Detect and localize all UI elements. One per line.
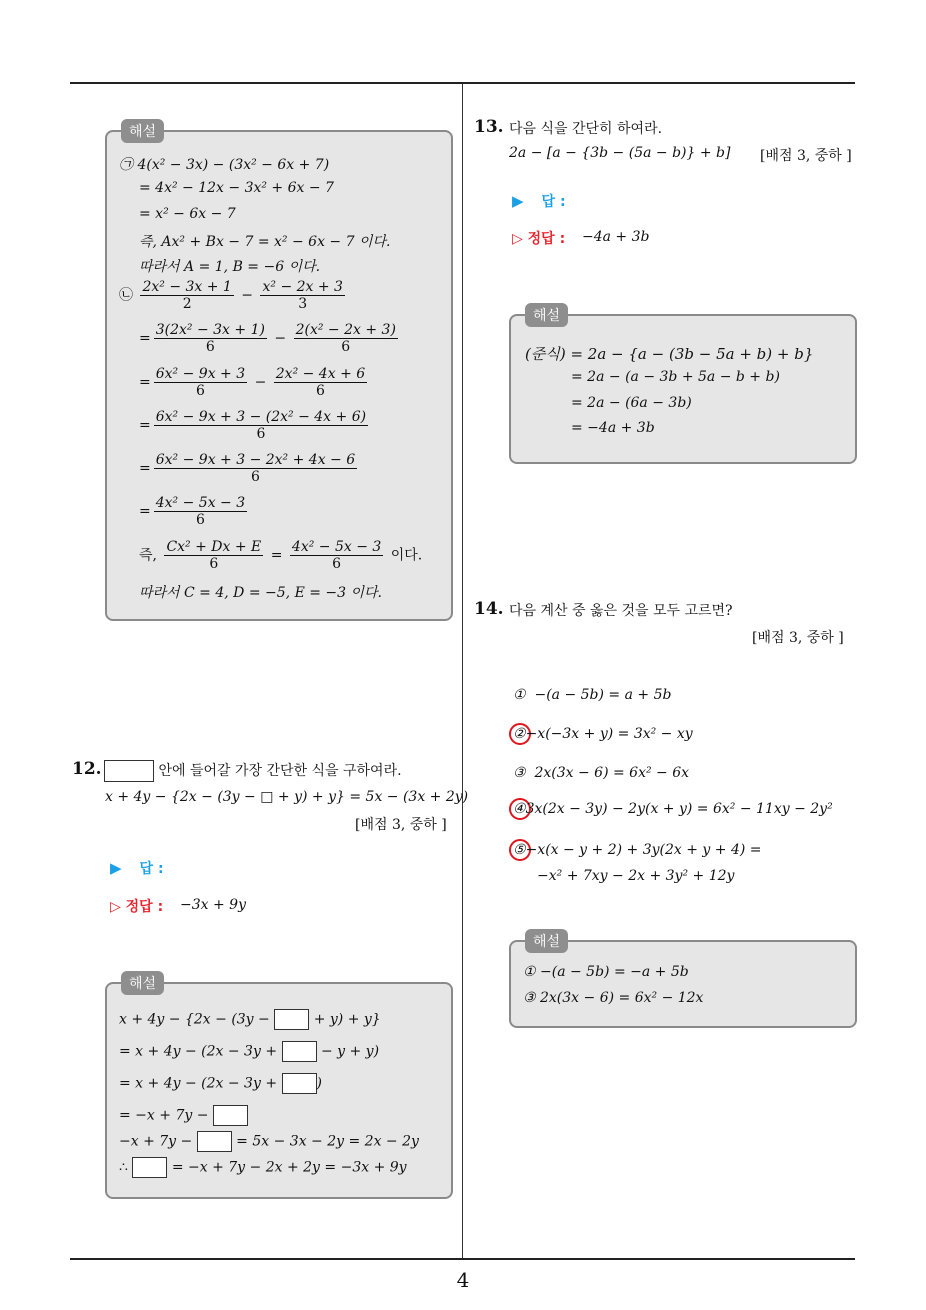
solution-line: ∴ = −x + 7y − 2x + 2y = −3x + 9y bbox=[119, 1157, 407, 1178]
fraction: $\frac{\text{2(x² − 2x + 3)}}{6}$ bbox=[295, 322, 396, 355]
blank-box bbox=[197, 1131, 232, 1152]
solution-line: = 2a − (6a − 3b) bbox=[571, 395, 692, 411]
solution-line: = −4a + 3b bbox=[571, 420, 655, 436]
fraction-line: = $\frac{\text{6x² − 9x + 3}}{6}$ − $\frac{\text{2x² − 4x + 6}}{6}$ bbox=[139, 366, 366, 399]
points-label: [배점 3, 중하 ] bbox=[752, 630, 844, 646]
question-expression: x + 4y − {2x − (3y − □ + y) + y} = 5x − (3x + 2y) bbox=[105, 789, 469, 805]
solution-line: = 4x² − 12x − 3x² + 6x − 7 bbox=[139, 180, 334, 196]
blank-box bbox=[104, 760, 154, 782]
choice-2[interactable]: ②−x(−3x + y) = 3x² − xy bbox=[513, 726, 693, 742]
answer-label: ▶ 답 : bbox=[512, 192, 566, 210]
solution-line: = x + 4y − (2x − 3y + ) bbox=[119, 1073, 322, 1094]
solution-line: = 2a − (a − 3b + 5a − b + b) bbox=[571, 369, 780, 385]
question-number: 14. bbox=[474, 599, 504, 619]
choice-4[interactable]: ④3x(2x − 3y) − 2y(x + y) = 6x² − 11xy − 2y² bbox=[513, 801, 833, 817]
answer-label: ▶ 답 : bbox=[110, 859, 164, 877]
fraction: $\frac{\text{x² − 2x + 3}}{3}$ bbox=[262, 279, 343, 312]
conclusion-line: 즉, $\frac{\text{Cx² + Dx + E}}{6}$ = $\frac{\text{4x² − 5x − 3}}{6}$ 이다. bbox=[139, 539, 423, 572]
fraction: $\frac{\text{2x² − 3x + 1}}{2}$ bbox=[142, 279, 232, 312]
question-number: 12. bbox=[72, 759, 102, 779]
fraction: $\frac{\text{3(2x² − 3x + 1)}}{6}$ bbox=[155, 322, 265, 355]
fraction: $\frac{\text{6x² − 9x + 3}}{6}$ bbox=[155, 366, 246, 399]
fraction: $\frac{\text{6x² − 9x + 3 − (2x² − 4x + 6)}}{6}$ bbox=[155, 409, 367, 442]
solution-line: 따라서 C = 4, D = −5, E = −3 이다. bbox=[139, 585, 383, 601]
play-icon: ▶ bbox=[512, 192, 524, 210]
column-divider bbox=[462, 84, 463, 1258]
triangle-icon: ▷ bbox=[512, 231, 528, 247]
question-text: 다음 계산 중 옳은 것을 모두 고르면? bbox=[509, 603, 733, 619]
solution-line: ① −(a − 5b) = −a + 5b bbox=[523, 964, 689, 980]
solution-line: (준식) = 2a − {a − (3b − 5a + b) + b} bbox=[525, 345, 814, 363]
bottom-rule bbox=[70, 1258, 855, 1260]
solution-tag: 해설 bbox=[121, 119, 164, 143]
page-number: 4 bbox=[456, 1268, 470, 1292]
solution-tag: 해설 bbox=[525, 929, 568, 953]
part-marker: ㉡ bbox=[119, 287, 133, 304]
solution-line: ③ 2x(3x − 6) = 6x² − 12x bbox=[523, 990, 704, 1006]
solution-box-14 bbox=[509, 934, 857, 1028]
solution-line: 따라서 A = 1, B = −6 이다. bbox=[139, 259, 321, 275]
correct-answer-label: ▷ 정답 : bbox=[110, 899, 164, 915]
solution-line: = x² − 6x − 7 bbox=[139, 206, 236, 222]
fraction: $\frac{\text{Cx² + Dx + E}}{6}$ bbox=[166, 539, 262, 572]
fraction: $\frac{\text{2x² − 4x + 6}}{6}$ bbox=[275, 366, 366, 399]
fraction: $\frac{\text{4x² − 5x − 3}}{6}$ bbox=[291, 539, 382, 572]
fraction-line: = $\frac{\text{4x² − 5x − 3}}{6}$ bbox=[139, 495, 246, 528]
solution-box-12 bbox=[105, 976, 453, 1199]
solution-line: = −x + 7y − bbox=[119, 1105, 248, 1126]
fraction: $\frac{\text{4x² − 5x − 3}}{6}$ bbox=[155, 495, 246, 528]
blank-box bbox=[132, 1157, 167, 1178]
points-label: [배점 3, 중하 ] bbox=[760, 148, 852, 164]
fraction-line: = $\frac{\text{6x² − 9x + 3 − (2x² − 4x + 6)}}{6}$ bbox=[139, 409, 367, 442]
question-text: 다음 식을 간단히 하여라. bbox=[509, 121, 663, 137]
question-text: 안에 들어갈 가장 간단한 식을 구하여라. bbox=[104, 760, 402, 782]
triangle-icon: ▷ bbox=[110, 899, 126, 915]
solution-line: x + 4y − {2x − (3y − + y) + y} bbox=[119, 1009, 381, 1030]
solution-line: = x + 4y − (2x − 3y + − y + y) bbox=[119, 1041, 379, 1062]
solution-box-13 bbox=[509, 308, 857, 464]
solution-line: −x + 7y − = 5x − 3x − 2y = 2x − 2y bbox=[119, 1131, 419, 1152]
blank-box bbox=[274, 1009, 309, 1030]
points-label: [배점 3, 중하 ] bbox=[355, 817, 447, 833]
choice-5[interactable]: ⑤−x(x − y + 2) + 3y(2x + y + 4) = bbox=[513, 842, 762, 858]
play-icon: ▶ bbox=[110, 859, 122, 877]
fraction-line: = $\frac{\text{6x² − 9x + 3 − 2x² + 4x − 6}}{6}$ bbox=[139, 452, 356, 485]
blank-box bbox=[282, 1073, 317, 1094]
blank-box bbox=[213, 1105, 248, 1126]
solution-line: 즉, Ax² + Bx − 7 = x² − 6x − 7 이다. bbox=[139, 234, 391, 250]
blank-box bbox=[282, 1041, 317, 1062]
solution-tag: 해설 bbox=[121, 971, 164, 995]
correct-answer-value: −4a + 3b bbox=[582, 229, 650, 245]
solution-box-11 bbox=[105, 124, 453, 621]
question-expression: 2a − [a − {3b − (5a − b)} + b] bbox=[509, 145, 731, 161]
choice-1[interactable]: ① −(a − 5b) = a + 5b bbox=[513, 687, 672, 703]
choice-3[interactable]: ③ 2x(3x − 6) = 6x² − 6x bbox=[513, 765, 690, 781]
solution-tag: 해설 bbox=[525, 303, 568, 327]
fraction-line: ㉡ $\frac{\text{2x² − 3x + 1}}{2}$ − $\frac{\text{x² − 2x + 3}}{3}$ bbox=[119, 279, 343, 312]
solution-line: ㉠ 4(x² − 3x) − (3x² − 6x + 7) bbox=[119, 157, 330, 173]
question-number: 13. bbox=[474, 117, 504, 137]
choice-5-continued: −x² + 7xy − 2x + 3y² + 12y bbox=[537, 868, 735, 884]
correct-answer-label: ▷ 정답 : bbox=[512, 231, 566, 247]
fraction: $\frac{\text{6x² − 9x + 3 − 2x² + 4x − 6}}{6}$ bbox=[155, 452, 356, 485]
correct-answer-value: −3x + 9y bbox=[180, 897, 246, 913]
fraction-line: = $\frac{\text{3(2x² − 3x + 1)}}{6}$ − $\frac{\text{2(x² − 2x + 3)}}{6}$ bbox=[139, 322, 396, 355]
